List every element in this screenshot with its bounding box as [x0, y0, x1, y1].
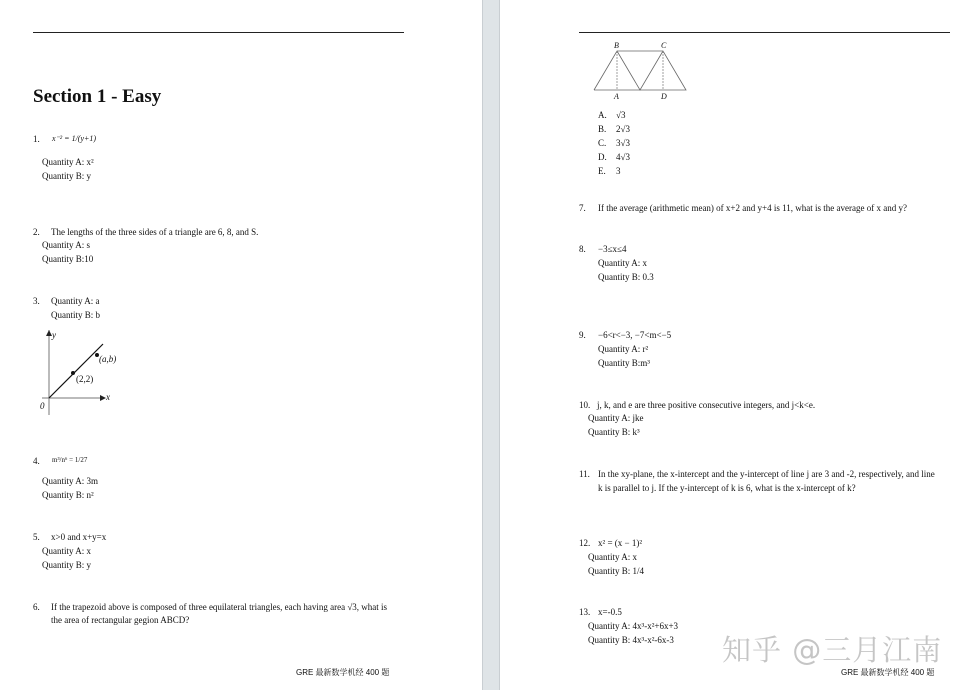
quantity-a: Quantity A: x [42, 546, 91, 556]
quantity-b: Quantity B: k³ [588, 427, 640, 437]
question-number: 3. [33, 296, 40, 306]
quantity-a: Quantity A: jke [588, 413, 644, 423]
question-number: 1. [33, 134, 40, 144]
question-stem: x>0 and x+y=x [51, 532, 107, 542]
quantity-a: Quantity A: x [588, 552, 637, 562]
question-stem: x⁻² = 1/(y+1) [52, 134, 97, 143]
question-stem-cont: k is parallel to j. If the y-intercept of k is 6, what is the x-intercept of k? [598, 483, 856, 493]
answer-choice [598, 150, 630, 164]
question-number: 11. [579, 469, 590, 479]
question-stem: x² = (x − 1)² [598, 538, 643, 548]
quantity-b: Quantity B: 1/4 [588, 566, 644, 576]
quantity-a: Quantity A: 4x³-x²+6x+3 [588, 621, 679, 631]
question-stem: j, k, and e are three positive consecutive integers, and j<k<e. [597, 400, 816, 410]
quantity-a: Quantity A: a [51, 296, 100, 306]
graph-point-label: (2,2) [76, 374, 94, 384]
question-stem: x=-0.5 [598, 607, 622, 617]
question-number: 8. [579, 244, 586, 254]
question-stem: In the xy-plane, the x-intercept and the y-intercept of line j are 3 and -2, respectively, and line [598, 469, 935, 479]
graph-x-label: x [106, 392, 110, 402]
page-gutter [482, 0, 500, 690]
figure-label-c: C [661, 41, 667, 50]
choice-letter: D. [598, 152, 607, 162]
graph-point-label: (a,b) [99, 354, 117, 364]
question-number: 10. [579, 400, 591, 410]
quantity-a: Quantity A: r² [598, 344, 649, 354]
quantity-b: Quantity B:m³ [598, 358, 650, 368]
section-title: Section 1 - Easy [33, 86, 162, 107]
figure-label-d: D [661, 92, 667, 101]
choice-value: 4√3 [616, 152, 630, 162]
question-number: 2. [33, 227, 40, 237]
answer-choices [598, 108, 630, 178]
question-number: 7. [579, 203, 586, 213]
question-stem: If the trapezoid above is composed of three equilateral triangles, each having area √3, what is [51, 602, 388, 612]
quantity-a: Quantity A: 3m [42, 476, 98, 486]
graph-origin-label: 0 [40, 401, 45, 411]
question-stem: The lengths of the three sides of a triangle are 6, 8, and S. [51, 227, 259, 237]
quantity-a: Quantity A: x² [42, 157, 94, 167]
right-page [500, 0, 980, 690]
header-rule [33, 32, 404, 33]
question-stem-cont: the area of rectangular gegion ABCD? [51, 615, 190, 625]
question-number: 4. [33, 456, 40, 466]
page-footer: GRE 最新数学机经 400 题 [296, 668, 390, 677]
choice-value: √3 [616, 110, 626, 120]
choice-value: 3√3 [616, 138, 630, 148]
quantity-b: Quantity B: 0.3 [598, 272, 654, 282]
answer-choice [598, 108, 630, 122]
header-rule [579, 32, 950, 33]
quantity-b: Quantity B: y [42, 171, 91, 181]
trapezoid-figure [590, 48, 690, 93]
figure-label-a: A [614, 92, 619, 101]
graph-y-label: y [52, 330, 56, 340]
page-footer: GRE 最新数学机经 400 题 [841, 668, 935, 677]
quantity-a: Quantity A: s [42, 240, 91, 250]
choice-value: 3 [616, 166, 621, 176]
choice-letter: E. [598, 166, 606, 176]
left-page [0, 0, 482, 690]
quantity-b: Quantity B: 4x³-x²-6x-3 [588, 635, 674, 645]
quantity-b: Quantity B:10 [42, 254, 94, 264]
choice-letter: B. [598, 124, 607, 134]
question-stem: −6<r<−3, −7<m<−5 [598, 330, 672, 340]
choice-letter: A. [598, 110, 607, 120]
quantity-b: Quantity B: b [51, 310, 100, 320]
question-number: 5. [33, 532, 40, 542]
question-number: 9. [579, 330, 586, 340]
answer-choice [598, 122, 630, 136]
question-stem: If the average (arithmetic mean) of x+2 and y+4 is 11, what is the average of x and y? [598, 203, 907, 213]
quantity-b: Quantity B: y [42, 560, 91, 570]
choice-letter: C. [598, 138, 607, 148]
question-stem: −3≤x≤4 [598, 244, 627, 254]
answer-choice [598, 136, 630, 150]
figure-label-b: B [614, 41, 619, 50]
quantity-b: Quantity B: n² [42, 490, 94, 500]
question-stem: m³/n⁶ = 1/27 [52, 456, 88, 464]
question-number: 12. [579, 538, 591, 548]
question-number: 6. [33, 602, 40, 612]
quantity-a: Quantity A: x [598, 258, 647, 268]
question-number: 13. [579, 607, 591, 617]
answer-choice [598, 164, 630, 178]
choice-value: 2√3 [616, 124, 630, 134]
watermark: 知乎 @三月江南 [722, 633, 943, 667]
